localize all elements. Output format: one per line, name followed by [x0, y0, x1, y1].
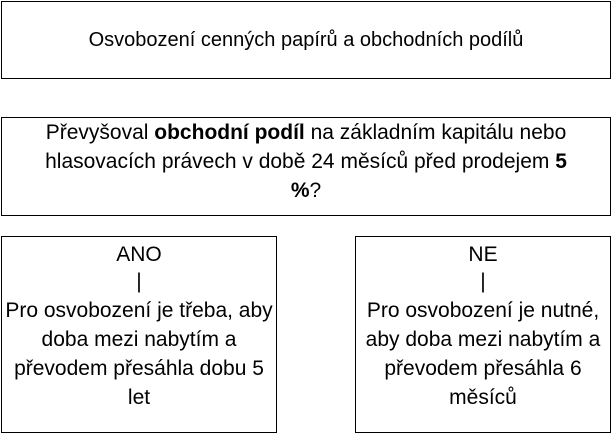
question-bold-threshold: 5 % [290, 150, 567, 202]
no-text: Pro osvobození je nutné, aby doba mezi nabytím a převodem přesáhla 6 měsíců [365, 299, 601, 409]
no-connector: | [480, 270, 486, 293]
no-branch-box [355, 236, 611, 433]
yes-label: ANO [116, 243, 162, 266]
yes-text: Pro osvobození je třeba, aby doba mezi nabytím a převodem přesáhla dobu 5 let [5, 299, 273, 409]
question-part-1: Převyšoval [45, 121, 155, 144]
question-bold-share: obchodní podíl [154, 121, 305, 144]
no-label: NE [468, 243, 498, 266]
question-box [1, 117, 611, 216]
diagram-title: Osvobození cenných papírů a obchodních podílů [88, 28, 524, 51]
question-part-2: na základním kapitálu nebo hlasovacích právech v době 24 měsíců před prodejem [45, 121, 567, 173]
yes-branch-box [1, 236, 277, 433]
yes-connector: | [136, 270, 142, 293]
question-part-3: ? [309, 179, 322, 202]
title-box [1, 1, 611, 79]
question-text [36, 118, 576, 205]
